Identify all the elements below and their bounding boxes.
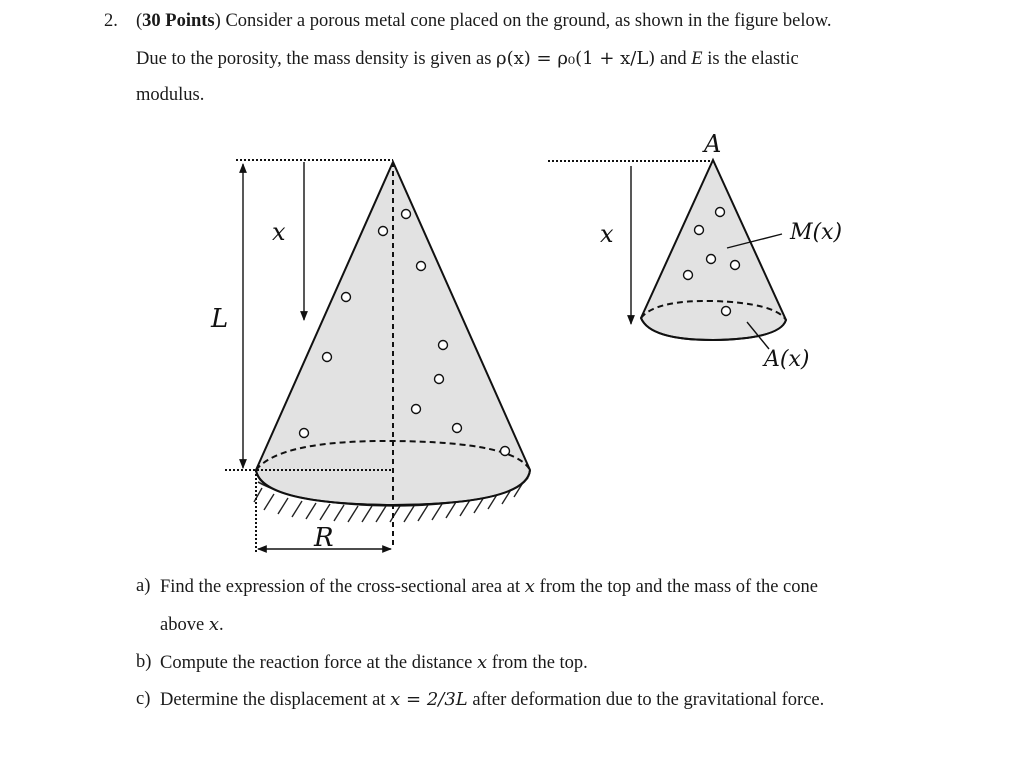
question-b-sym: x bbox=[476, 652, 488, 673]
label-x-left: x bbox=[272, 218, 286, 246]
problem-line-1-text: Consider a porous metal cone placed on the ground, as shown in the figure below. bbox=[225, 11, 832, 31]
problem-line-1: (30 Points) Consider a porous metal cone placed on the ground, as shown in the figure below. bbox=[136, 11, 832, 31]
label-R: R bbox=[314, 523, 334, 553]
question-a-cont-pre: above bbox=[160, 615, 205, 635]
question-a-line-1 bbox=[160, 576, 818, 598]
question-c-text-1: Determine the displacement at bbox=[160, 690, 386, 710]
left-cone bbox=[210, 160, 530, 553]
question-c-line bbox=[160, 689, 824, 711]
label-Mx: M(x) bbox=[790, 220, 843, 245]
density-formula: ρ(x) = ρ₀(1 + x/L) bbox=[496, 48, 656, 69]
question-a-text-2: from the top and the mass of the cone bbox=[539, 577, 818, 597]
label-Ax: A(x) bbox=[764, 347, 810, 372]
right-cone bbox=[548, 130, 842, 372]
question-c-sym: x = 2/3L bbox=[390, 689, 468, 710]
label-A: A bbox=[704, 130, 722, 158]
question-c-label: c) bbox=[136, 689, 151, 709]
question-a-cont-sym: x bbox=[208, 614, 219, 635]
problem-line-3: modulus. bbox=[136, 85, 205, 105]
points-label: 30 Points bbox=[142, 11, 215, 31]
problem-line-2-pre: Due to the porosity, the mass density is given as bbox=[136, 49, 492, 69]
question-a-sym: x bbox=[524, 576, 535, 597]
question-b-line bbox=[160, 652, 588, 674]
label-L: L bbox=[211, 304, 229, 334]
problem-number: 2. bbox=[104, 11, 118, 31]
label-x-right: x bbox=[600, 220, 614, 248]
question-b-text-2: from the top. bbox=[491, 653, 588, 673]
right-cone-body bbox=[641, 160, 786, 340]
question-a-line-2 bbox=[160, 614, 224, 636]
question-a-cont-post: . bbox=[218, 615, 224, 635]
question-c-text-2: after deformation due to the gravitational force. bbox=[472, 690, 825, 710]
question-a-label: a) bbox=[136, 576, 151, 596]
question-b-text-1: Compute the reaction force at the distance bbox=[160, 653, 473, 673]
question-a-text-1: Find the expression of the cross-sectional area at bbox=[160, 577, 521, 597]
question-b-label: b) bbox=[136, 652, 152, 672]
problem-line-2-post: is the elastic bbox=[707, 49, 799, 69]
problem-line-2-and: and bbox=[659, 49, 687, 69]
elastic-modulus-symbol: E bbox=[691, 49, 703, 69]
